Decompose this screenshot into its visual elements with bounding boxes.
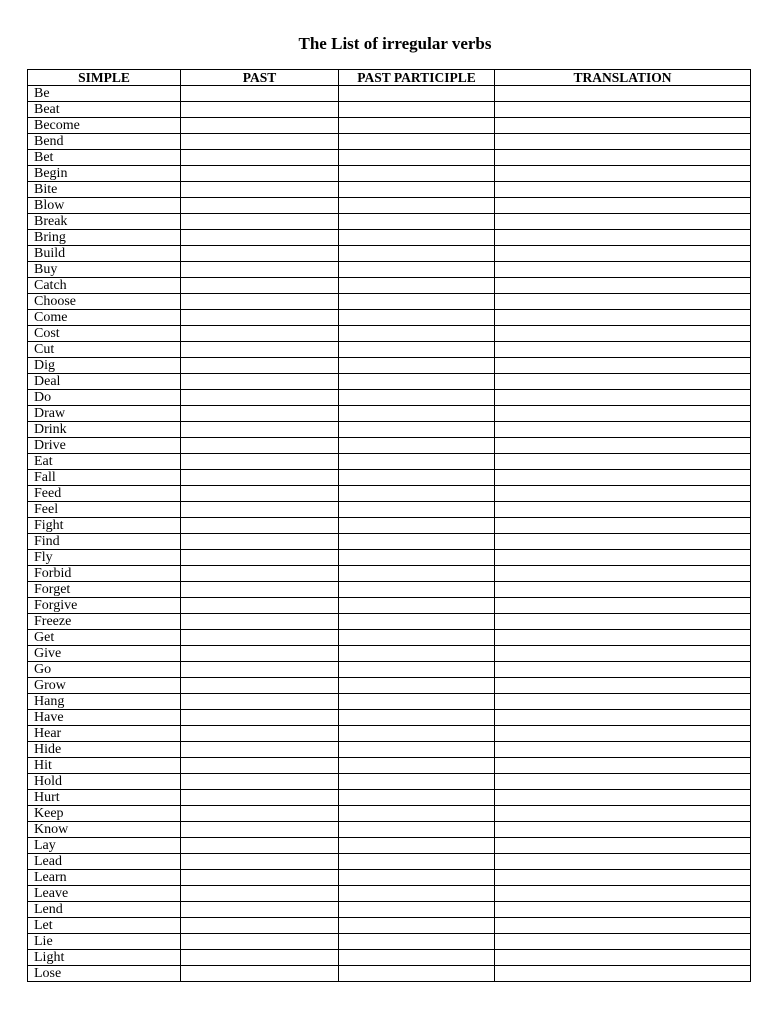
simple-form-cell: Draw	[28, 406, 181, 422]
translation-cell[interactable]	[495, 838, 751, 854]
past-form-cell[interactable]	[181, 678, 339, 694]
simple-form-cell: Become	[28, 118, 181, 134]
past-form-cell[interactable]	[181, 182, 339, 198]
past-participle-cell[interactable]	[339, 150, 495, 166]
translation-cell[interactable]	[495, 566, 751, 582]
table-header-row	[28, 70, 751, 86]
translation-cell[interactable]	[495, 902, 751, 918]
table-row	[28, 150, 751, 166]
past-form-cell[interactable]	[181, 870, 339, 886]
simple-form-cell: Break	[28, 214, 181, 230]
translation-cell[interactable]	[495, 118, 751, 134]
simple-form-cell: Bet	[28, 150, 181, 166]
table-row	[28, 646, 751, 662]
past-participle-cell[interactable]	[339, 870, 495, 886]
simple-form-cell: Lend	[28, 902, 181, 918]
simple-form-cell: Blow	[28, 198, 181, 214]
translation-cell[interactable]	[495, 278, 751, 294]
simple-form-cell: Be	[28, 86, 181, 102]
table-row	[28, 182, 751, 198]
simple-form-cell: Bite	[28, 182, 181, 198]
past-participle-cell[interactable]	[339, 262, 495, 278]
translation-cell[interactable]	[495, 86, 751, 102]
past-form-cell[interactable]	[181, 806, 339, 822]
past-participle-cell[interactable]	[339, 294, 495, 310]
translation-cell[interactable]	[495, 294, 751, 310]
simple-form-cell: Dig	[28, 358, 181, 374]
translation-cell[interactable]	[495, 550, 751, 566]
past-participle-cell[interactable]	[339, 246, 495, 262]
simple-form-cell: Come	[28, 310, 181, 326]
table-row	[28, 246, 751, 262]
simple-form-cell: Fall	[28, 470, 181, 486]
translation-cell[interactable]	[495, 646, 751, 662]
past-form-cell[interactable]	[181, 550, 339, 566]
simple-form-cell: Lie	[28, 934, 181, 950]
past-participle-cell[interactable]	[339, 678, 495, 694]
verb-rows	[28, 86, 751, 982]
translation-cell[interactable]	[495, 358, 751, 374]
simple-form-cell: Have	[28, 710, 181, 726]
past-form-cell[interactable]	[181, 822, 339, 838]
simple-form-cell: Hold	[28, 774, 181, 790]
past-participle-cell[interactable]	[339, 630, 495, 646]
past-form-cell[interactable]	[181, 774, 339, 790]
past-participle-cell[interactable]	[339, 502, 495, 518]
table-row	[28, 230, 751, 246]
table-row	[28, 294, 751, 310]
past-form-cell[interactable]	[181, 198, 339, 214]
past-participle-cell[interactable]	[339, 886, 495, 902]
past-participle-cell[interactable]	[339, 614, 495, 630]
past-form-cell[interactable]	[181, 966, 339, 982]
past-form-cell[interactable]	[181, 662, 339, 678]
translation-cell[interactable]	[495, 918, 751, 934]
simple-form-cell: Learn	[28, 870, 181, 886]
translation-cell[interactable]	[495, 486, 751, 502]
past-form-cell[interactable]	[181, 726, 339, 742]
header-past-participle: PAST PARTICIPLE	[339, 70, 495, 86]
past-form-cell[interactable]	[181, 262, 339, 278]
translation-cell[interactable]	[495, 950, 751, 966]
past-form-cell[interactable]	[181, 790, 339, 806]
table-row	[28, 438, 751, 454]
past-participle-cell[interactable]	[339, 518, 495, 534]
table-row	[28, 470, 751, 486]
table-row	[28, 742, 751, 758]
past-participle-cell[interactable]	[339, 134, 495, 150]
past-participle-cell[interactable]	[339, 166, 495, 182]
table-row	[28, 406, 751, 422]
table-row	[28, 118, 751, 134]
simple-form-cell: Light	[28, 950, 181, 966]
past-participle-cell[interactable]	[339, 182, 495, 198]
simple-form-cell: Let	[28, 918, 181, 934]
simple-form-cell: Hear	[28, 726, 181, 742]
past-participle-cell[interactable]	[339, 310, 495, 326]
past-participle-cell[interactable]	[339, 902, 495, 918]
translation-cell[interactable]	[495, 678, 751, 694]
table-row	[28, 822, 751, 838]
translation-cell[interactable]	[495, 966, 751, 982]
translation-cell[interactable]	[495, 246, 751, 262]
simple-form-cell: Hit	[28, 758, 181, 774]
translation-cell[interactable]	[495, 310, 751, 326]
translation-cell[interactable]	[495, 774, 751, 790]
past-form-cell[interactable]	[181, 934, 339, 950]
table-row	[28, 454, 751, 470]
past-participle-cell[interactable]	[339, 918, 495, 934]
table-row	[28, 278, 751, 294]
past-participle-cell[interactable]	[339, 454, 495, 470]
past-form-cell[interactable]	[181, 582, 339, 598]
past-form-cell[interactable]	[181, 838, 339, 854]
past-form-cell[interactable]	[181, 886, 339, 902]
table-row	[28, 134, 751, 150]
simple-form-cell: Deal	[28, 374, 181, 390]
simple-form-cell: Hide	[28, 742, 181, 758]
table-row	[28, 422, 751, 438]
translation-cell[interactable]	[495, 630, 751, 646]
past-participle-cell[interactable]	[339, 278, 495, 294]
translation-cell[interactable]	[495, 822, 751, 838]
simple-form-cell: Cost	[28, 326, 181, 342]
table-row	[28, 726, 751, 742]
simple-form-cell: Beat	[28, 102, 181, 118]
table-row	[28, 310, 751, 326]
table-row	[28, 886, 751, 902]
table-row	[28, 566, 751, 582]
past-participle-cell[interactable]	[339, 758, 495, 774]
table-row	[28, 166, 751, 182]
table-row	[28, 486, 751, 502]
past-form-cell[interactable]	[181, 374, 339, 390]
simple-form-cell: Keep	[28, 806, 181, 822]
table-row	[28, 870, 751, 886]
past-form-cell[interactable]	[181, 758, 339, 774]
past-participle-cell[interactable]	[339, 374, 495, 390]
table-row	[28, 918, 751, 934]
translation-cell[interactable]	[495, 870, 751, 886]
past-form-cell[interactable]	[181, 422, 339, 438]
translation-cell[interactable]	[495, 422, 751, 438]
past-form-cell[interactable]	[181, 486, 339, 502]
past-participle-cell[interactable]	[339, 102, 495, 118]
simple-form-cell: Eat	[28, 454, 181, 470]
simple-form-cell: Bring	[28, 230, 181, 246]
past-participle-cell[interactable]	[339, 566, 495, 582]
past-form-cell[interactable]	[181, 646, 339, 662]
past-participle-cell[interactable]	[339, 790, 495, 806]
past-participle-cell[interactable]	[339, 742, 495, 758]
translation-cell[interactable]	[495, 406, 751, 422]
past-participle-cell[interactable]	[339, 86, 495, 102]
translation-cell[interactable]	[495, 230, 751, 246]
simple-form-cell: Choose	[28, 294, 181, 310]
simple-form-cell: Grow	[28, 678, 181, 694]
past-participle-cell[interactable]	[339, 214, 495, 230]
past-form-cell[interactable]	[181, 566, 339, 582]
past-participle-cell[interactable]	[339, 966, 495, 982]
translation-cell[interactable]	[495, 614, 751, 630]
past-form-cell[interactable]	[181, 518, 339, 534]
translation-cell[interactable]	[495, 694, 751, 710]
table-row	[28, 790, 751, 806]
simple-form-cell: Feed	[28, 486, 181, 502]
simple-form-cell: Fight	[28, 518, 181, 534]
past-participle-cell[interactable]	[339, 358, 495, 374]
past-form-cell[interactable]	[181, 854, 339, 870]
past-participle-cell[interactable]	[339, 710, 495, 726]
past-participle-cell[interactable]	[339, 326, 495, 342]
past-participle-cell[interactable]	[339, 726, 495, 742]
past-form-cell[interactable]	[181, 278, 339, 294]
past-participle-cell[interactable]	[339, 534, 495, 550]
table-row	[28, 342, 751, 358]
translation-cell[interactable]	[495, 662, 751, 678]
past-form-cell[interactable]	[181, 326, 339, 342]
past-form-cell[interactable]	[181, 710, 339, 726]
table-row	[28, 614, 751, 630]
table-row	[28, 678, 751, 694]
past-form-cell[interactable]	[181, 614, 339, 630]
translation-cell[interactable]	[495, 182, 751, 198]
past-participle-cell[interactable]	[339, 694, 495, 710]
translation-cell[interactable]	[495, 342, 751, 358]
past-form-cell[interactable]	[181, 454, 339, 470]
table-row	[28, 502, 751, 518]
table-row	[28, 214, 751, 230]
translation-cell[interactable]	[495, 518, 751, 534]
translation-cell[interactable]	[495, 262, 751, 278]
simple-form-cell: Bend	[28, 134, 181, 150]
past-form-cell[interactable]	[181, 950, 339, 966]
translation-cell[interactable]	[495, 742, 751, 758]
simple-form-cell: Give	[28, 646, 181, 662]
translation-cell[interactable]	[495, 534, 751, 550]
translation-cell[interactable]	[495, 454, 751, 470]
past-participle-cell[interactable]	[339, 662, 495, 678]
translation-cell[interactable]	[495, 582, 751, 598]
table-row	[28, 694, 751, 710]
table-row	[28, 710, 751, 726]
simple-form-cell: Buy	[28, 262, 181, 278]
table-row	[28, 934, 751, 950]
header-past: PAST	[181, 70, 339, 86]
past-form-cell[interactable]	[181, 470, 339, 486]
simple-form-cell: Catch	[28, 278, 181, 294]
translation-cell[interactable]	[495, 326, 751, 342]
past-participle-cell[interactable]	[339, 950, 495, 966]
table-row	[28, 198, 751, 214]
simple-form-cell: Forgive	[28, 598, 181, 614]
translation-cell[interactable]	[495, 166, 751, 182]
past-participle-cell[interactable]	[339, 598, 495, 614]
translation-cell[interactable]	[495, 502, 751, 518]
simple-form-cell: Build	[28, 246, 181, 262]
translation-cell[interactable]	[495, 598, 751, 614]
past-form-cell[interactable]	[181, 742, 339, 758]
past-form-cell[interactable]	[181, 502, 339, 518]
past-form-cell[interactable]	[181, 342, 339, 358]
simple-form-cell: Get	[28, 630, 181, 646]
past-form-cell[interactable]	[181, 310, 339, 326]
past-participle-cell[interactable]	[339, 406, 495, 422]
header-translation: TRANSLATION	[495, 70, 751, 86]
table-row	[28, 598, 751, 614]
table-row	[28, 582, 751, 598]
translation-cell[interactable]	[495, 374, 751, 390]
past-participle-cell[interactable]	[339, 470, 495, 486]
past-form-cell[interactable]	[181, 390, 339, 406]
document-title: The List of irregular verbs	[298, 34, 492, 53]
simple-form-cell: Hang	[28, 694, 181, 710]
translation-cell[interactable]	[495, 470, 751, 486]
translation-cell[interactable]	[495, 134, 751, 150]
past-participle-cell[interactable]	[339, 198, 495, 214]
past-form-cell[interactable]	[181, 214, 339, 230]
simple-form-cell: Fly	[28, 550, 181, 566]
table-row	[28, 838, 751, 854]
header-simple: SIMPLE	[28, 70, 181, 86]
simple-form-cell: Freeze	[28, 614, 181, 630]
past-form-cell[interactable]	[181, 118, 339, 134]
translation-cell[interactable]	[495, 854, 751, 870]
simple-form-cell: Forget	[28, 582, 181, 598]
translation-cell[interactable]	[495, 806, 751, 822]
simple-form-cell: Lose	[28, 966, 181, 982]
translation-cell[interactable]	[495, 726, 751, 742]
table-row	[28, 630, 751, 646]
past-form-cell[interactable]	[181, 166, 339, 182]
table-row	[28, 758, 751, 774]
simple-form-cell: Forbid	[28, 566, 181, 582]
past-form-cell[interactable]	[181, 246, 339, 262]
table-row	[28, 534, 751, 550]
past-participle-cell[interactable]	[339, 118, 495, 134]
past-form-cell[interactable]	[181, 230, 339, 246]
simple-form-cell: Lay	[28, 838, 181, 854]
past-participle-cell[interactable]	[339, 550, 495, 566]
past-participle-cell[interactable]	[339, 422, 495, 438]
past-participle-cell[interactable]	[339, 342, 495, 358]
past-form-cell[interactable]	[181, 918, 339, 934]
past-form-cell[interactable]	[181, 694, 339, 710]
table-row	[28, 806, 751, 822]
simple-form-cell: Go	[28, 662, 181, 678]
translation-cell[interactable]	[495, 150, 751, 166]
simple-form-cell: Drive	[28, 438, 181, 454]
table-row	[28, 262, 751, 278]
simple-form-cell: Know	[28, 822, 181, 838]
past-form-cell[interactable]	[181, 150, 339, 166]
table-row	[28, 390, 751, 406]
past-form-cell[interactable]	[181, 406, 339, 422]
translation-cell[interactable]	[495, 198, 751, 214]
table-row	[28, 86, 751, 102]
translation-cell[interactable]	[495, 102, 751, 118]
past-participle-cell[interactable]	[339, 582, 495, 598]
past-participle-cell[interactable]	[339, 774, 495, 790]
past-participle-cell[interactable]	[339, 838, 495, 854]
past-participle-cell[interactable]	[339, 486, 495, 502]
past-form-cell[interactable]	[181, 86, 339, 102]
table-row	[28, 854, 751, 870]
simple-form-cell: Lead	[28, 854, 181, 870]
past-form-cell[interactable]	[181, 294, 339, 310]
past-participle-cell[interactable]	[339, 934, 495, 950]
simple-form-cell: Cut	[28, 342, 181, 358]
translation-cell[interactable]	[495, 710, 751, 726]
simple-form-cell: Feel	[28, 502, 181, 518]
past-form-cell[interactable]	[181, 598, 339, 614]
simple-form-cell: Begin	[28, 166, 181, 182]
table-row	[28, 662, 751, 678]
past-form-cell[interactable]	[181, 134, 339, 150]
table-row	[28, 374, 751, 390]
table-row	[28, 102, 751, 118]
translation-cell[interactable]	[495, 438, 751, 454]
past-form-cell[interactable]	[181, 630, 339, 646]
table-row	[28, 902, 751, 918]
past-participle-cell[interactable]	[339, 438, 495, 454]
table-row	[28, 950, 751, 966]
translation-cell[interactable]	[495, 390, 751, 406]
past-form-cell[interactable]	[181, 438, 339, 454]
past-form-cell[interactable]	[181, 102, 339, 118]
past-form-cell[interactable]	[181, 902, 339, 918]
past-participle-cell[interactable]	[339, 854, 495, 870]
simple-form-cell: Leave	[28, 886, 181, 902]
table-row	[28, 966, 751, 982]
table-row	[28, 550, 751, 566]
past-participle-cell[interactable]	[339, 822, 495, 838]
table-row	[28, 326, 751, 342]
translation-cell[interactable]	[495, 886, 751, 902]
translation-cell[interactable]	[495, 214, 751, 230]
irregular-verbs-table	[27, 69, 751, 982]
translation-cell[interactable]	[495, 758, 751, 774]
simple-form-cell: Do	[28, 390, 181, 406]
past-form-cell[interactable]	[181, 358, 339, 374]
past-participle-cell[interactable]	[339, 230, 495, 246]
translation-cell[interactable]	[495, 934, 751, 950]
table-row	[28, 358, 751, 374]
past-participle-cell[interactable]	[339, 390, 495, 406]
simple-form-cell: Drink	[28, 422, 181, 438]
table-row	[28, 774, 751, 790]
table-row	[28, 518, 751, 534]
simple-form-cell: Hurt	[28, 790, 181, 806]
translation-cell[interactable]	[495, 790, 751, 806]
past-form-cell[interactable]	[181, 534, 339, 550]
past-participle-cell[interactable]	[339, 646, 495, 662]
simple-form-cell: Find	[28, 534, 181, 550]
past-participle-cell[interactable]	[339, 806, 495, 822]
